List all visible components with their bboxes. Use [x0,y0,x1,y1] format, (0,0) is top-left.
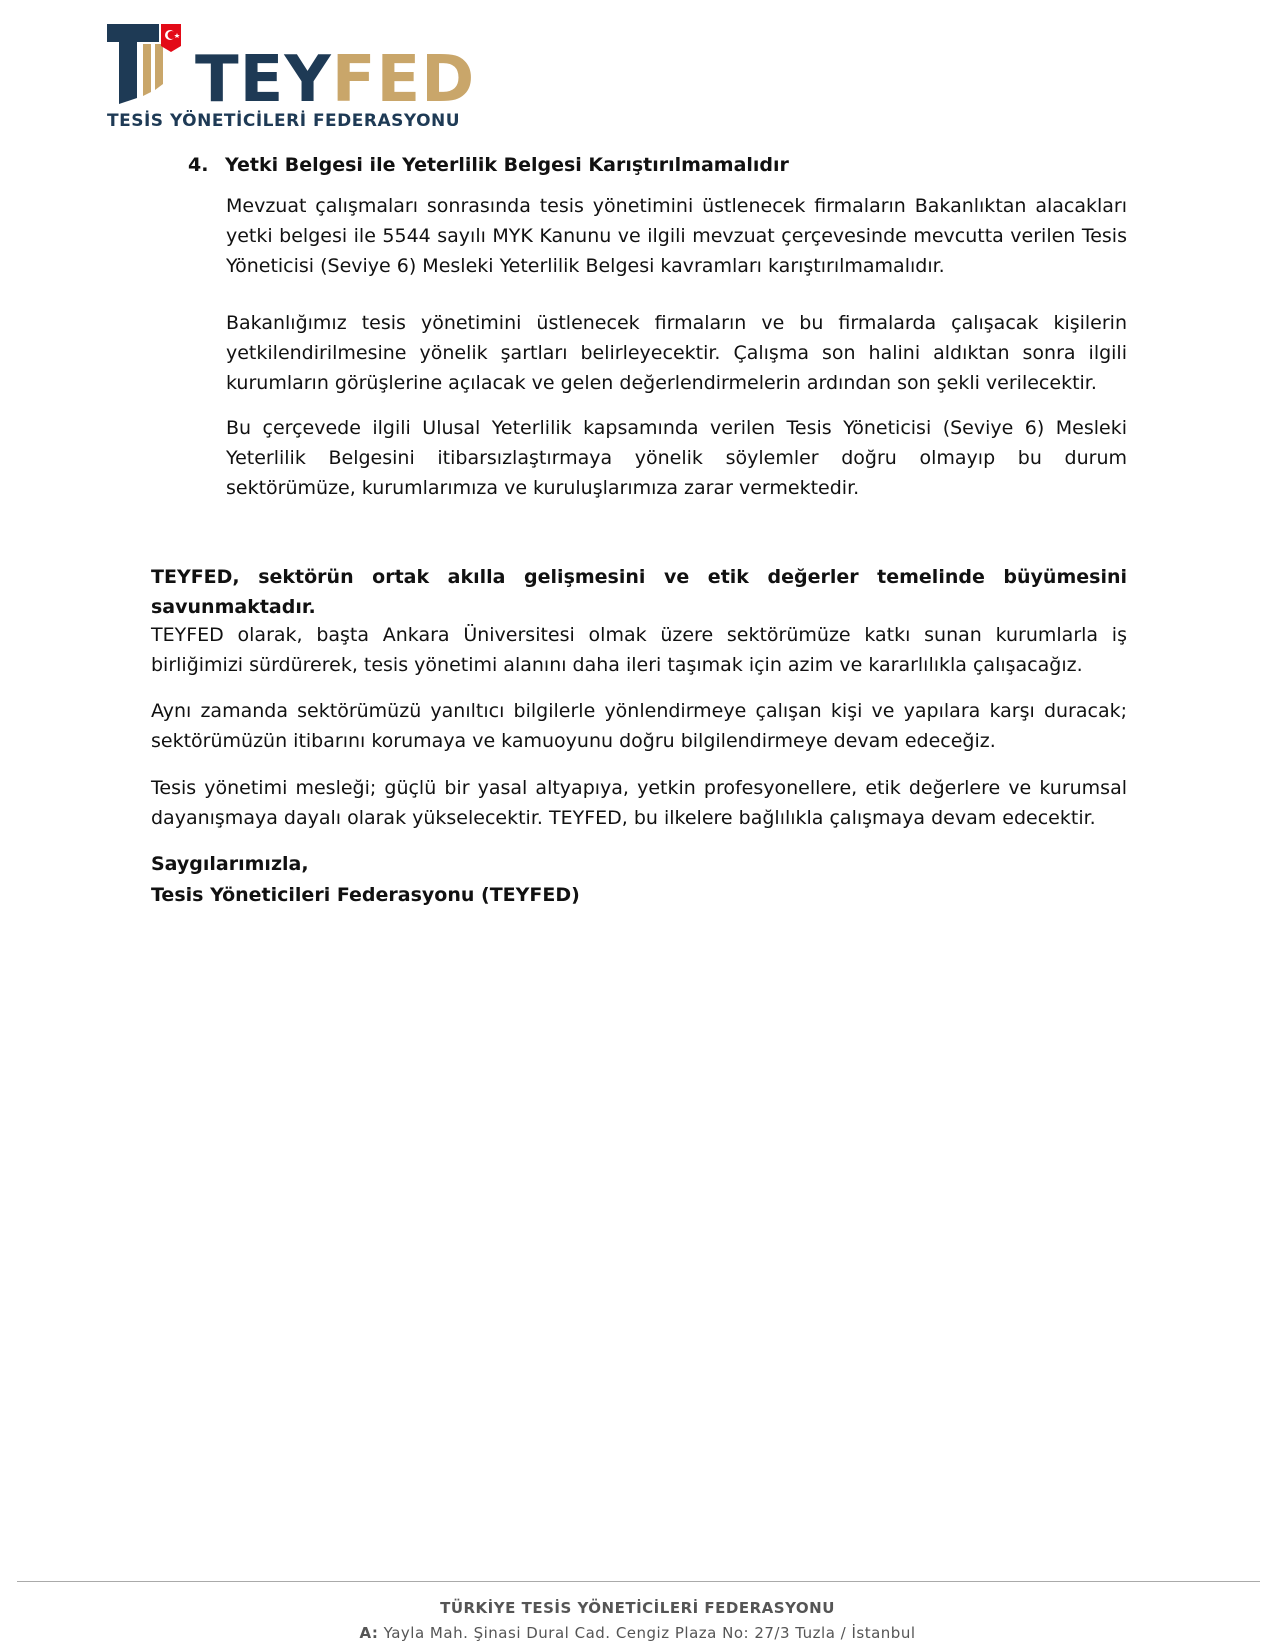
closing-paragraph-1: TEYFED olarak, başta Ankara Üniversitesi olmak üzere sektörümüze katkı sunan kurumlarla iş birliğimizi sürdürerek, tesis yönetimi alanını daha ileri taşımak için azim ve kararlılıkla çalışacağız. [151,624,1127,676]
closing-statement: TEYFED, sektörün ortak akılla gelişmesini ve etik değerler temelinde büyümesini savunmaktadır. [151,566,1127,618]
section-paragraph-3: Bu çerçevede ilgili Ulusal Yeterlilik kapsamında verilen Tesis Yöneticisi (Seviye 6) Mesleki Yeterlilik Belgesini itibarsızlaştırmaya yönelik söylemler doğru olmayıp bu durum sektörümüze, kurumlarımıza ve kuruluşlarımıza zarar vermektedir. [226,417,1127,499]
section-paragraph-1: Mevzuat çalışmaları sonrasında tesis yönetimini üstlenecek firmaların Bakanlıktan alacakları yetki belgesi ile 5544 sayılı MYK Kanunu ve ilgili mevzuat çerçevesinde mevcutta verilen Tesis Yöneticisi (Seviye 6) Mesleki Yeterlilik Belgesi kavramları karıştırılmamalıdır. [226,195,1127,277]
section-paragraph-2: Bakanlığımız tesis yönetimini üstlenecek firmaların ve bu firmalarda çalışacak kişilerin yetkilendirilmesine yönelik şartları belirleyecektir. Çalışma son halini aldıktan sonra ilgili kurumların görüşlerine açılacak ve gelen değerlendirmelerin ardından son şekli verilecektir. [226,312,1127,394]
footer-title: TÜRKİYE TESİS YÖNETİCİLERİ FEDERASYONU [440,1599,835,1617]
section-title: Yetki Belgesi ile Yeterlilik Belgesi Karıştırılmamalıdır [225,154,789,176]
logo-word-part2: FED [331,43,476,117]
closing-paragraph-3: Tesis yönetimi mesleği; güçlü bir yasal altyapıya, yetkin profesyonellere, etik değerlere ve kurumsal dayanışmaya dayalı olarak yükselecektir. TEYFED, bu ilkelere bağlılıkla çalışmaya devam edecektir. [151,777,1127,829]
logo-wordmark [195,43,476,117]
regards: Saygılarımızla, [151,853,309,875]
footer-address [0,1624,1275,1642]
section-heading [188,150,789,180]
signature: Tesis Yöneticileri Federasyonu (TEYFED) [151,884,580,906]
closing-paragraph-2: Aynı zamanda sektörümüzü yanıltıcı bilgilerle yönlendirmeye çalışan kişi ve yapılara karşı duracak; sektörümüzün itibarını korumaya ve kamuoyunu doğru bilgilendirmeye devam edeceğiz. [151,700,1127,752]
footer-address-text: Yayla Mah. Şinasi Dural Cad. Cengiz Plaza No: 27/3 Tuzla / İstanbul [383,1624,916,1642]
footer-divider [17,1581,1260,1582]
logo-subtitle: TESİS YÖNETİCİLERİ FEDERASYONU [107,111,461,131]
logo-word-part1: TEY [195,43,332,117]
footer-address-label: A: [359,1624,379,1642]
teyfed-emblem-icon [107,22,193,104]
section-number: 4. [188,154,209,176]
teyfed-logo [107,22,476,132]
